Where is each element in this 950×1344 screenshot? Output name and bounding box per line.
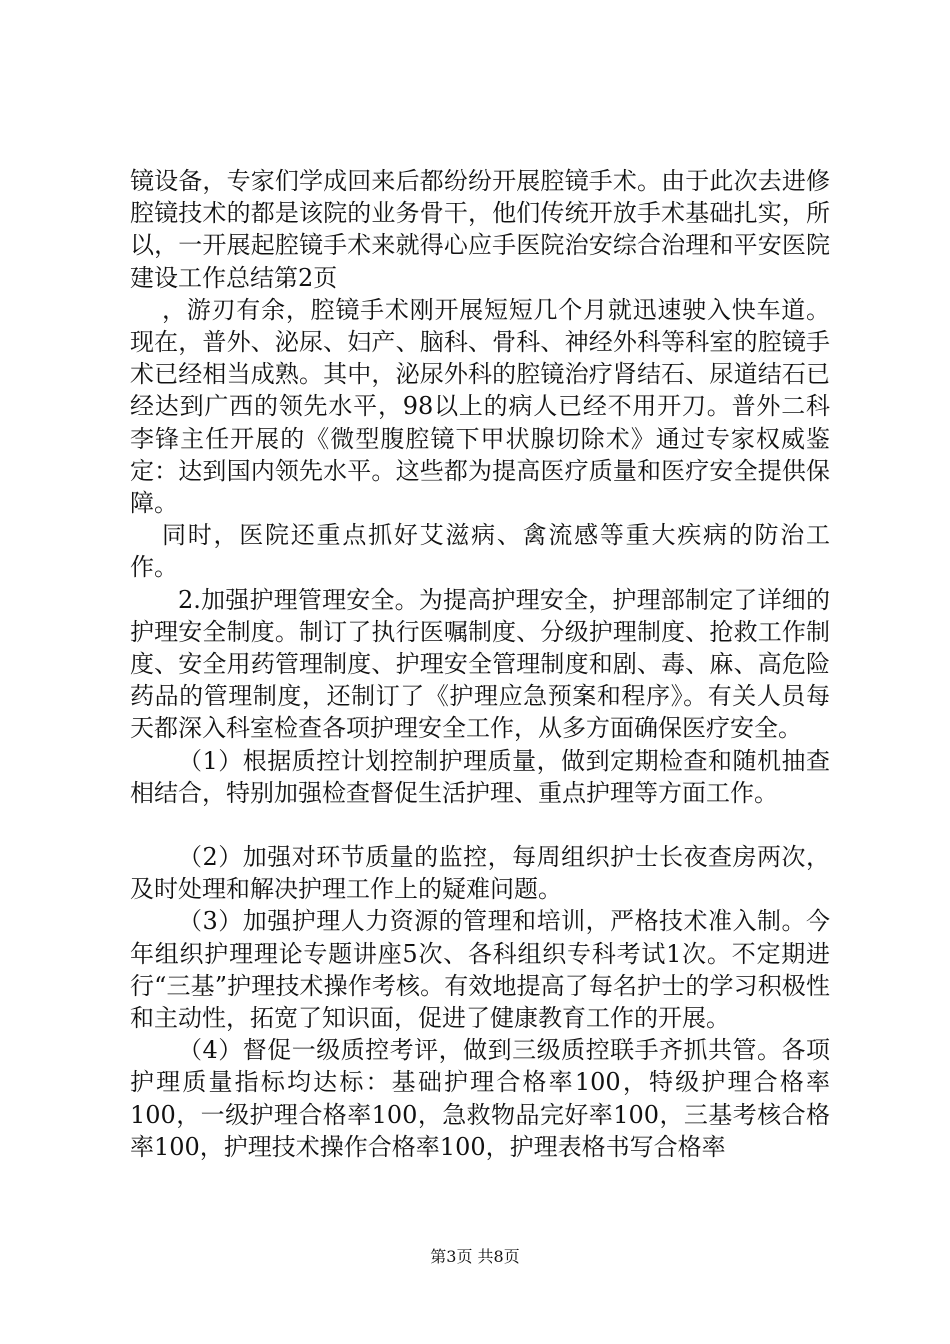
- paragraph-1: 镜设备，专家们学成回来后都纷纷开展腔镜手术。由于此次去进修腔镜技术的都是该院的业务骨干，他们传统开放手术基础扎实，所以，一开展起腔镜手术来就得心应手医院治安综合治理和平安医院建设工作总结第2页: [130, 167, 830, 292]
- paragraph-2: ，游刃有余，腔镜手术刚开展短短几个月就迅速驶入快车道。现在，普外、泌尿、妇产、脑科、骨科、神经外科等科室的腔镜手术已经相当成熟。其中，泌尿外科的腔镜治疗肾结石、尿道结石已经达到广西的领先水平，98以上的病人已经不用开刀。普外二科李锋主任开展的《微型腹腔镜下甲状腺切除术》通过专家权威鉴定：达到国内领先水平。这些都为提高医疗质量和医疗安全提供保障。: [130, 295, 830, 518]
- paragraph-6: （2）加强对环节质量的监控，每周组织护士长夜查房两次，及时处理和解决护理工作上的疑难问题。: [130, 843, 830, 904]
- paragraph-4: 2.加强护理管理安全。为提高护理安全，护理部制定了详细的护理安全制度。制订了执行医嘱制度、分级护理制度、抢救工作制度、安全用药管理制度、护理安全管理制度和剧、毒、麻、高危险药品的管理制度，还制订了《护理应急预案和程序》。有关人员每天都深入科室检查各项护理安全工作，从多方面确保医疗安全。: [130, 585, 830, 743]
- paragraph-8: （4）督促一级质控考评，做到三级质控联手齐抓共管。各项护理质量指标均达标：基础护理合格率100，特级护理合格率100，一级护理合格率100，急救物品完好率100，三基考核合格率100，护理技术操作合格率100，护理表格书写合格率: [130, 1036, 830, 1161]
- document-body: [130, 165, 830, 1163]
- page-footer: 第3页 共8页: [430, 1247, 520, 1266]
- paragraph-7: （3）加强护理人力资源的管理和培训，严格技术准入制。今年组织护理理论专题讲座5次、各科组织专科考试1次。不定期进行“三基”护理技术操作考核。有效地提高了每名护士的学习积极性和主动性，拓宽了知识面，促进了健康教育工作的开展。: [130, 907, 830, 1033]
- paragraph-5: （1）根据质控计划控制护理质量，做到定期检查和随机抽查相结合，特别加强检查督促生活护理、重点护理等方面工作。: [130, 746, 830, 807]
- paragraph-gap: [130, 809, 830, 841]
- paragraph-3: 同时，医院还重点抓好艾滋病、禽流感等重大疾病的防治工作。: [130, 521, 830, 582]
